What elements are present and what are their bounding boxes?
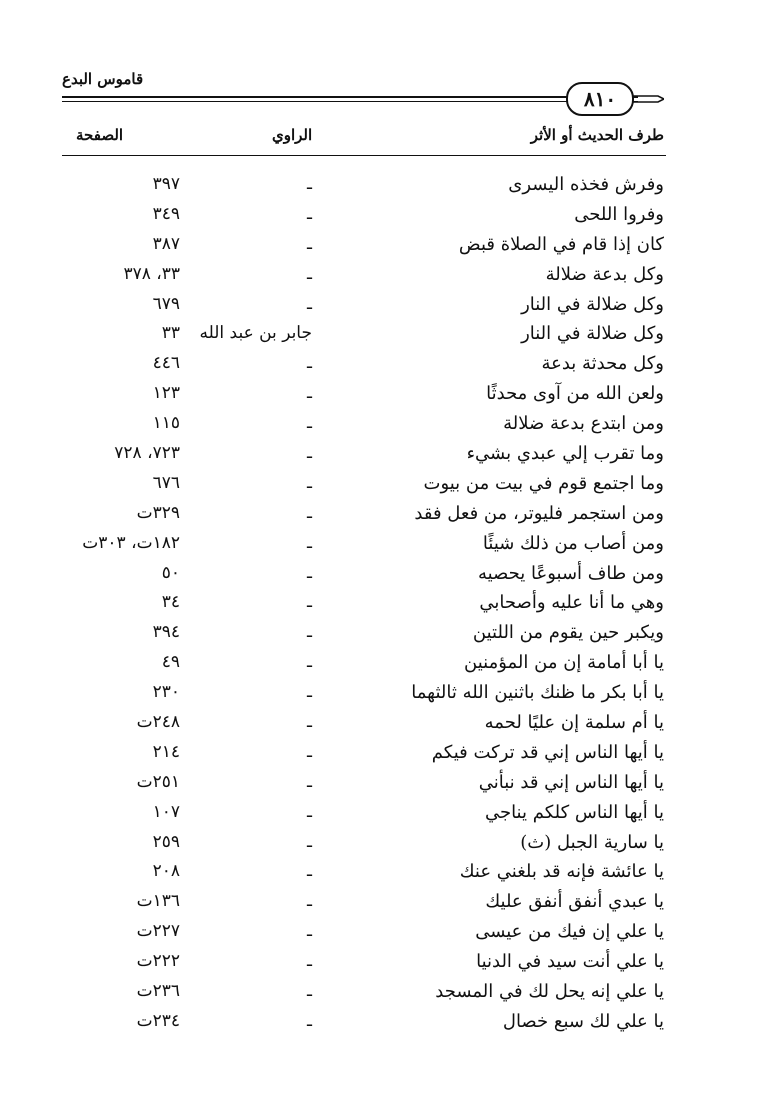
narrator: ـ (307, 174, 312, 194)
table-row (0, 977, 757, 1007)
table-row (0, 319, 757, 349)
column-header-rule (62, 155, 666, 156)
table-row (0, 409, 757, 439)
page-refs: ٢٠٨ (152, 861, 180, 882)
column-header-page: الصفحة (76, 126, 124, 144)
narrator: ـ (307, 951, 312, 972)
table-row (0, 947, 757, 977)
column-header-narrator: الراوي (272, 126, 313, 144)
narrator: ـ (307, 861, 312, 882)
page-number-badge (566, 82, 634, 116)
narrator: ـ (307, 771, 312, 792)
narrator: ـ (307, 1010, 312, 1031)
hadith-text: ومن أصاب من ذلك شيئًا (482, 532, 664, 554)
hadith-text: يا أم سلمة إن عليًا لحمه (484, 712, 664, 734)
hadith-text: ومن ابتدع بدعة ضلالة (503, 413, 664, 435)
table-row (0, 439, 757, 469)
table-row (0, 798, 757, 828)
page-refs: ٥٠ (161, 562, 180, 583)
page-refs: ٧٢٣، ٧٢٨ (114, 443, 180, 464)
page-refs: ٣٣ (161, 323, 180, 344)
page-refs: ٢٥٩ (152, 831, 180, 852)
table-row (0, 170, 757, 200)
table-row (0, 768, 757, 798)
hadith-text: يا عبدي أنفق أنفق عليك (485, 891, 664, 913)
page-refs: ٢٢٧ت (136, 921, 180, 942)
table-row (0, 648, 757, 678)
page-refs: ٦٧٦ (152, 472, 180, 493)
table-row (0, 559, 757, 589)
page-refs: ٣٤ (161, 592, 180, 613)
narrator: ـ (307, 443, 312, 464)
narrator: ـ (307, 293, 312, 314)
table-row (0, 200, 757, 230)
page-refs: ٣٩٧ (152, 174, 180, 194)
hadith-text: وفروا اللحى (574, 203, 664, 225)
hadith-text: ومن طاف أسبوعًا يحصيه (477, 562, 664, 584)
page-refs: ٤٩ (161, 652, 180, 673)
hadith-text: يا أيها الناس إني قد تركت فيكم (431, 741, 664, 763)
hadith-text: يا أيها الناس إني قد نبأني (478, 771, 664, 793)
table-row (0, 708, 757, 738)
hadith-text: يا عائشة فإنه قد بلغني عنك (459, 861, 664, 883)
index-table (0, 170, 757, 1037)
hadith-text: يا أبا بكر ما ظنك باثنين الله ثالثهما (411, 682, 664, 704)
page-refs: ٣٢٩ت (136, 502, 180, 523)
narrator: جابر بن عبد الله (199, 323, 312, 344)
narrator: ـ (307, 682, 312, 703)
hadith-text: وكل ضلالة في النار (521, 293, 664, 315)
narrator: ـ (307, 263, 312, 284)
table-row (0, 887, 757, 917)
narrator: ـ (307, 413, 312, 434)
narrator: ـ (307, 891, 312, 912)
table-row (0, 290, 757, 320)
narrator: ـ (307, 383, 312, 404)
table-row (0, 738, 757, 768)
narrator: ـ (307, 921, 312, 942)
page-refs: ٣٣، ٣٧٨ (123, 263, 180, 284)
page-refs: ٢٣٦ت (136, 981, 180, 1002)
narrator: ـ (307, 233, 312, 254)
page-refs: ٤٤٦ (152, 353, 180, 374)
narrator: ـ (307, 712, 312, 733)
table-row (0, 828, 757, 858)
table-row (0, 588, 757, 618)
page-refs: ٢٣٠ (152, 682, 180, 703)
page-refs: ١٠٧ (152, 801, 180, 822)
page-refs: ٦٧٩ (152, 293, 180, 314)
narrator: ـ (307, 801, 312, 822)
page-refs: ٣٨٧ (152, 233, 180, 254)
hadith-text: وما تقرب إلي عبدي بشيء (466, 443, 664, 465)
table-row (0, 917, 757, 947)
narrator: ـ (307, 741, 312, 762)
page-refs: ٢٤٨ت (136, 712, 180, 733)
page-refs: ١٨٢ت، ٣٠٣ت (82, 532, 180, 553)
table-row (0, 618, 757, 648)
page-refs: ١٢٣ (152, 383, 180, 404)
table-row (0, 678, 757, 708)
page-refs: ١١٥ (152, 413, 180, 434)
page-refs: ٢١٤ (152, 741, 180, 762)
page-refs: ٣٤٩ (152, 203, 180, 224)
narrator: ـ (307, 592, 312, 613)
hadith-text: يا علي إنه يحل لك في المسجد (435, 981, 664, 1003)
page-number: ٨١٠ (583, 87, 617, 111)
hadith-text: ويكبر حين يقوم من اللتين (472, 622, 664, 644)
hadith-text: وكل بدعة ضلالة (545, 263, 664, 285)
page-refs: ١٣٦ت (136, 891, 180, 912)
narrator: ـ (307, 532, 312, 553)
table-row (0, 230, 757, 260)
table-row (0, 469, 757, 499)
hadith-text: ولعن الله من آوى محدثًا (486, 383, 664, 405)
table-row (0, 857, 757, 887)
table-row (0, 1007, 757, 1037)
hadith-text: وكل ضلالة في النار (521, 323, 664, 345)
table-row (0, 260, 757, 290)
narrator: ـ (307, 472, 312, 493)
narrator: ـ (307, 652, 312, 673)
narrator: ـ (307, 622, 312, 643)
page-refs: ٢٢٢ت (136, 951, 180, 972)
header-rule-thin (62, 101, 638, 102)
hadith-text: يا علي إن فيك من عيسى (475, 921, 664, 943)
page-refs: ٣٩٤ (152, 622, 180, 643)
hadith-text: ومن استجمر فليوتر، من فعل فقد (414, 502, 664, 524)
column-header-hadith: طرف الحديث أو الأثر (530, 126, 664, 144)
page-refs: ٢٣٤ت (136, 1010, 180, 1031)
narrator: ـ (307, 981, 312, 1002)
hadith-text: كان إذا قام في الصلاة قبض (458, 233, 664, 255)
hadith-text: وهي ما أنا عليه وأصحابي (479, 592, 664, 614)
narrator: ـ (307, 562, 312, 583)
hadith-text: وكل محدثة بدعة (541, 353, 664, 375)
narrator: ـ (307, 353, 312, 374)
hadith-text: وما اجتمع قوم في بيت من بيوت (423, 472, 664, 494)
hadith-text: يا أيها الناس كلكم يناجي (484, 801, 664, 823)
narrator: ـ (307, 203, 312, 224)
narrator: ـ (307, 831, 312, 852)
book-title: قاموس البدع (62, 70, 144, 88)
page-refs: ٢٥١ت (136, 771, 180, 792)
table-row (0, 349, 757, 379)
hadith-text: يا علي أنت سيد في الدنيا (476, 951, 664, 973)
table-row (0, 379, 757, 409)
hadith-text: يا علي لك سبع خصال (502, 1010, 664, 1032)
hadith-text: وفرش فخذه اليسرى (508, 174, 664, 195)
hadith-text: يا أبا أمامة إن من المؤمنين (464, 652, 664, 674)
table-row (0, 529, 757, 559)
header-rule-thick (62, 96, 638, 98)
table-row (0, 499, 757, 529)
hadith-text: يا سارية الجبل (ث) (520, 831, 664, 853)
narrator: ـ (307, 502, 312, 523)
